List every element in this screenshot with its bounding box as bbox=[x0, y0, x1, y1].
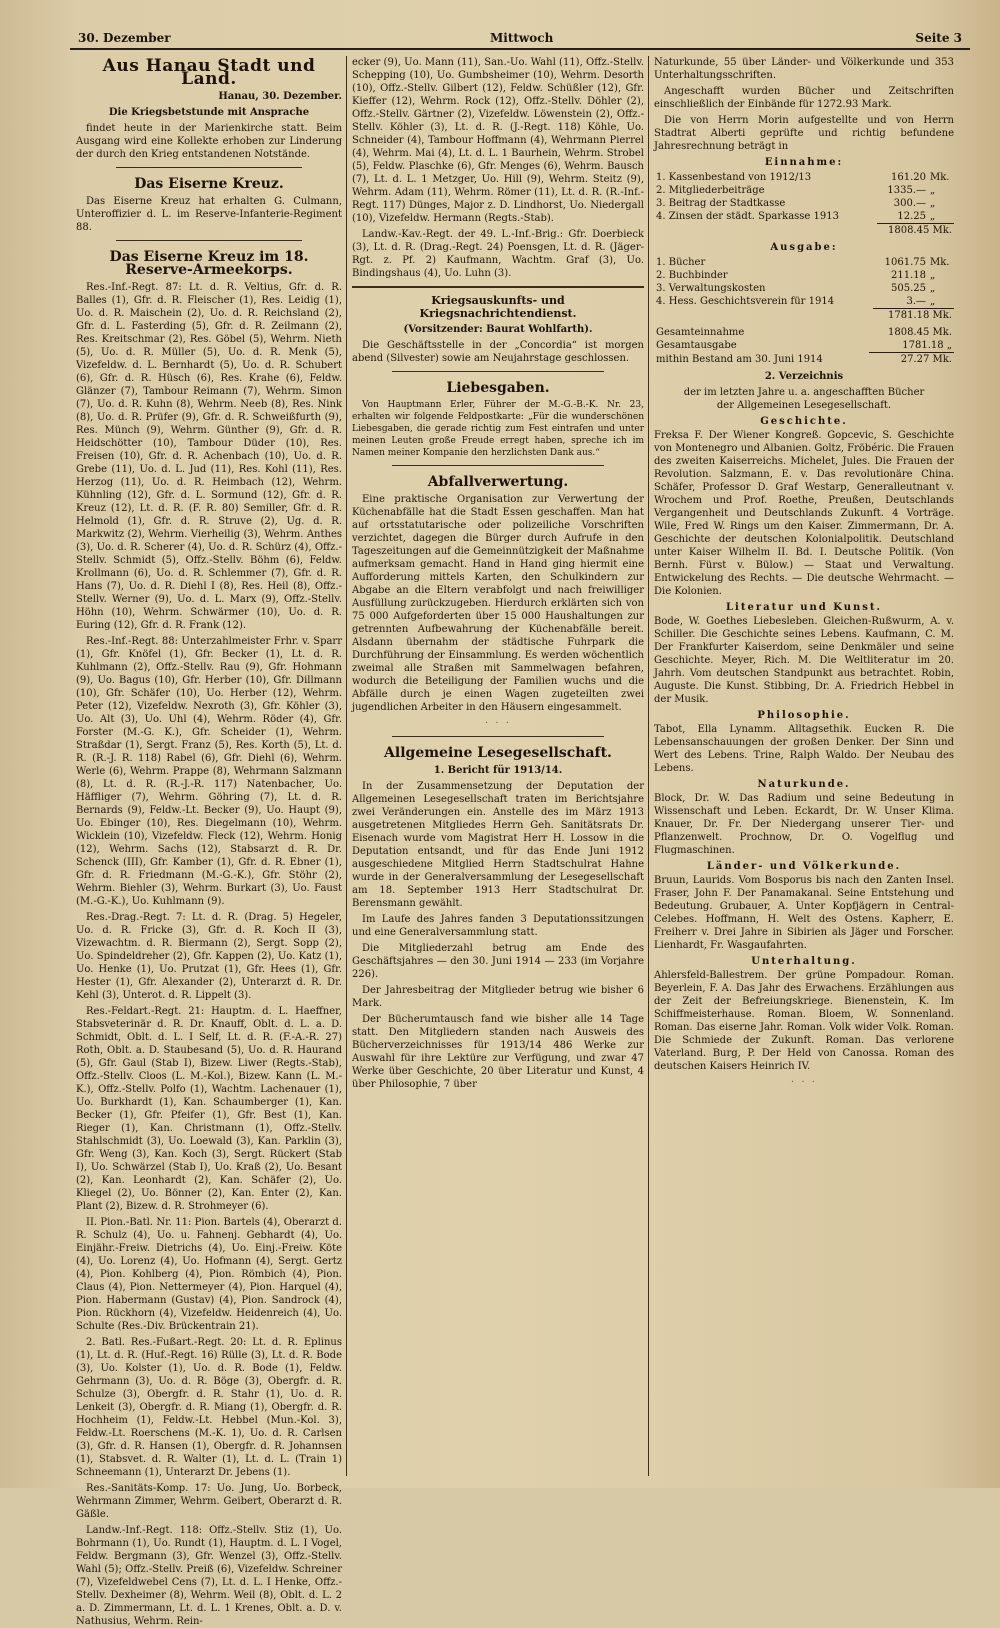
column-rule-1 bbox=[346, 56, 347, 1476]
header-page-number: Seite 3 bbox=[915, 31, 962, 45]
reservekorps-p2: Res.-Inf.-Regt. 88: Unterzahlmeister Frhr. v. Sparr (1), Gfr. Knöfel (1), Gfr. Becker (1), Lt. d. R. Kuhlmann (2), Offz.-Stellv. Rau (9), Gfr. Hohmann (9), Uo. Bagus (10), Gfr. Herber (10), Gfr. Dillmann (10), Gfr. Schäfer (10), Uo. Herber (12), Wehrm. Peter (12), Vizefeldw. Nexroth (3), Gfr. Köhler (3), Uo. Alt (3), Uo. Uhl (4), Wehrm. Röder (4), Gfr. Forster (M.-G. K.), Gfr. Scheider (1), Wehrm. Straßdar (1), Sergt. Franz (5), Res. Korth (5), Lt. d. R. (R.-J. R. 118) Rabel (6), Gfr. Diehl (6), Wehrm. Werle (6), Wehrm. Prappe (8), Wehrmann Salzmann (8), Lt. d. R. (R.-J.-R. 117) Natenbacher, Uo. Häffliger (7), Wehrm. Göhring (7), Lt. d. R. Bernards (9), Feldw.-Lt. Becker (9), Uo. Haupt (9), Uo. Ebinger (10), Res. Diegelmann (10), Wehrm. Wicklein (10), Vizefeldw. Fleck (12), Wehrm. Honig (12), Wehrm. Sachs (12), Stabsarzt d. R. Dr. Schenck (III), Gfr. Kamber (1), Gfr. d. R. Ebner (1), Gfr. d. R. Friedmann (M.-G.-K.), Gfr. Stöhr (2), Wehrm. Biehler (3), Wehrm. Burkart (3), Uo. Faust (M.-G.-K.), Uo. Kuhlmann (9). bbox=[76, 636, 342, 907]
row-unit: Mk. bbox=[930, 257, 950, 268]
row-label: 2. Mitgliederbeiträge bbox=[656, 185, 765, 196]
row-label: 1. Kassenbestand von 1912/13 bbox=[656, 172, 812, 183]
row-label: 3. Verwaltungskosten bbox=[656, 283, 766, 294]
lesegesellschaft-p1: In der Zusammensetzung der Deputation der Allgemeinen Lesegesellschaft traten im Berichtsjahre zwei Veränderungen ein. Anstelle des im März 1913 ausgetretenen Mitgliedes Herrn Geh. Sanitätsrats Dr. Eisenach wurde vom Magistrat Herr H. Lossow in die Deputation entsandt, und für das Ende Juni 1912 ausgeschiedene Mitglied Herrn Stadtschulrat Hahne wurde in der Generalversammlung der Lesegesellschaft am 18. September 1913 Herr Stadtschulrat Dr. Berensmann gewählt. bbox=[352, 781, 644, 909]
bilanz-table bbox=[654, 326, 954, 366]
lesegesellschaft-p7: Angeschafft wurden Bücher und Zeitschriften einschließlich der Einbände für 1272.93 Mark. bbox=[654, 86, 954, 110]
column-2 bbox=[352, 56, 644, 1476]
page-header bbox=[70, 30, 970, 50]
table-row bbox=[654, 171, 954, 184]
divider bbox=[116, 240, 302, 241]
row-unit: „ bbox=[930, 211, 936, 222]
laenderkunde-heading: Länder- und Völkerkunde. bbox=[706, 861, 902, 872]
abfall-heading: Abfallverwertung. bbox=[427, 474, 569, 490]
row-value: 12.25 bbox=[897, 211, 926, 222]
kriegsbetstunde-text: findet heute in der Marienkirche statt. Beim Ausgang wird eine Kollekte erhoben zur Linderung der durch den Krieg entstandenen Notstände. bbox=[76, 123, 342, 160]
reservekorps-p3: Res.-Drag.-Regt. 7: Lt. d. R. (Drag. 5) Hegeler, Uo. d. R. Fricke (3), Gfr. d. R. Koch II (3), Vizewachtm. d. R. Biermann (2), Sergt. Sopp (2), Uo. Spindeldreher (2), Gfr. Kappen (2), Uo. Katz (1), Uo. Henke (1), Uo. Prutzat (1), Gfr. Hees (1), Gfr. Hester (1), Gfr. Alexander (2), Unterarzt d. R. Dr. Kehl (3), Unterot. d. R. Lippelt (3). bbox=[76, 912, 342, 1001]
dateline: Hanau, 30. Dezember. bbox=[218, 91, 342, 102]
reservekorps-p5: II. Pion.-Batl. Nr. 11: Pion. Bartels (4), Oberarzt d. R. Schulz (4), Uo. u. Fahnenj. Gebhardt (4), Uo. Einjähr.-Freiw. Dietrichs (4), Uo. Einj.-Freiw. Köte (4), Uo. Lorenz (4), Uo. Hofmann (4), Sergt. Gertz (4), Pion. Kohlberg (4), Pion. Römbich (4), Pion. Claus (4), Pion. Nettermeyer (4), Pion. Harquel (4), Pion. Habermann (Gustav) (4), Pion. Sandrock (4), Pion. Rückhorn (4), Vizefeldw. Heidenreich (4), Uo. Schulte (Res.-Div. Brückentrain 21). bbox=[76, 1217, 342, 1332]
table-row bbox=[654, 326, 954, 339]
row-value: 505.25 bbox=[891, 283, 926, 294]
ausgabe-total: 1781.18 Mk. bbox=[873, 309, 954, 323]
header-weekday: Mittwoch bbox=[490, 31, 554, 45]
philosophie-list: Tabot, Ella Lynamm. Alltagsethik. Eucken R. Die Lebensanschauungen der großen Denker. Der Sinn und Wert des Lebens. Trine, Ralph Waldo. Der Neubau des Lebens. bbox=[654, 724, 954, 774]
row-label: Gesamteinnahme bbox=[656, 327, 745, 338]
table-row bbox=[654, 339, 954, 353]
kriegsauskunft-sub: (Vorsitzender: Baurat Wohlfarth). bbox=[403, 324, 593, 335]
row-label: 1. Bücher bbox=[656, 257, 706, 268]
table-row bbox=[654, 256, 954, 269]
unterhaltung-continued: · · · bbox=[791, 1077, 817, 1088]
row-label: 4. Zinsen der städt. Sparkasse 1913 bbox=[656, 211, 839, 223]
liebesgaben-text: Von Hauptmann Erler, Führer der M.-G.-B.-K. Nr. 23, erhalten wir folgende Feldpostkarte: „Für die wunderschönen Liebesgaben, die gerade richtig zum Fest eintrafen und unter meinen Leuten große Freude erregt haben, spreche ich im Namen meiner Kompanie den herzlichsten Dank aus.“ bbox=[352, 400, 644, 458]
divider bbox=[392, 371, 604, 372]
lesegesellschaft-p2: Im Laufe des Jahres fanden 3 Deputationssitzungen und eine Generalversammlung statt. bbox=[352, 914, 644, 938]
lesegesellschaft-p4: Der Jahresbeitrag der Mitglieder betrug wie bisher 6 Mark. bbox=[352, 985, 644, 1009]
header-date: 30. Dezember bbox=[78, 31, 171, 45]
table-row bbox=[654, 210, 954, 224]
lesegesellschaft-p5: Der Bücherumtausch fand wie bisher alle 14 Tage statt. Den Mitgliedern standen nach Ausweis des Bücherverzeichnisses für 1913/14 486 Werke zur Auswahl für ihre Lektüre zur Verfügung, und zwar 47 Werke über Geschichte, 20 über Literatur und Kunst, 4 über Philosophie, 7 über bbox=[352, 1014, 644, 1090]
row-label: 3. Beitrag der Stadtkasse bbox=[656, 198, 786, 209]
liebesgaben-heading: Liebesgaben. bbox=[446, 380, 550, 396]
row-value: 211.18 bbox=[891, 270, 926, 281]
naturkunde-heading: Naturkunde. bbox=[757, 779, 851, 790]
divider bbox=[352, 286, 644, 288]
abfall-p1: Eine praktische Organisation zur Verwertung der Küchenabfälle hat die Stadt Essen geschaffen. Man hat auf ortsstatutarische oder polizeiliche Vorschriften verzichtet, dagegen die Bürger durch Aufrufe in den Tageszeitungen auf die Gemeinnützigkeit der Maßnahme aufmerksam gemacht. Hand in Hand ging hiermit eine Aufforderung mittels Karten, den Schulkindern zur Abgabe an die Eltern verabfolgt und nach freiwilliger Ausfüllung zurückzugeben. Hierdurch erklärten sich von 75 000 Aufgeforderten über 15 000 Haushaltungen zur getrennten Aufbewahrung der Küchenabfälle bereit. Alsdann übernahm der städtische Fuhrpark die Durchführung der Einsammlung. Es werden wöchentlich zweimal alle Straßen mit Sammelwagen befahren, wodurch die Beteiligung der Familien wuchs und die Abfälle durch je einen Wagen zugeteilten zwei jugendlichen Arbeiter in den Häusern eingesammelt. bbox=[352, 494, 644, 713]
reservekorps-p7: Res.-Sanitäts-Komp. 17: Uo. Jung, Uo. Borbeck, Wehrmann Zimmer, Wehrm. Geibert, Oberarzt d. R. Gäßle. bbox=[76, 1483, 342, 1520]
lesegesellschaft-heading: Allgemeine Lesegesellschaft. bbox=[384, 745, 612, 761]
eisernes-kreuz-heading: Das Eiserne Kreuz. bbox=[134, 176, 284, 192]
divider bbox=[116, 167, 302, 168]
abfall-continued: · · · bbox=[485, 718, 511, 729]
reservekorps-p6: 2. Batl. Res.-Fußart.-Regt. 20: Lt. d. R. Eplinus (1), Lt. d. R. (Huf.-Regt. 16) Rülle (3), Lt. d. R. Bode (3), Uo. Kolster (1), Uo. d. R. Bode (1), Feldw. Gehrmann (3), Uo. d. R. Böge (3), Obergfr. d. R. Schulze (3), Obergfr. d. R. Stahr (1), Uo. d. R. Lenkeit (3), Obergfr. d. R. Miang (1), Obergfr. d. R. Hochheim (1), Feldw.-Lt. Hebbel (Mun.-Kol. 3), Feldw.-Lt. Roerschens (M.-K. 1), Uo. d. R. Carlsen (3), Gfr. d. R. Hansen (1), Obergfr. d. R. Johannsen (1), Stabsvet. d. R. Walter (1), Lt. d. L. (Train 1) Schneemann (1), Unterarzt Dr. Jebens (1). bbox=[76, 1337, 342, 1478]
verzeichnis-sub: der im letzten Jahre u. a. angeschafften Bücher der Allgemeinen Lesegesellschaft. bbox=[683, 387, 925, 411]
kriegsauskunft-heading: Kriegsauskunfts- und Kriegsnachrichtendienst. bbox=[419, 294, 577, 320]
literatur-list: Bode, W. Goethes Liebesleben. Gleichen-Rußwurm, A. v. Schiller. Die Geschichte seines Lebens. Kaufmann, C. M. Der Frankfurter Kaiserdom, seine Denkmäler und seine Geschichte. Meyer, Rich. M. Die Weltliteratur im 20. Jahrh. Vom deutschen Standpunkt aus betrachtet. Robin, Auguste. Die Kunst. Stibbing, Dr. A. Friedrich Hebbel in der Musik. bbox=[654, 616, 954, 705]
table-total-row bbox=[654, 224, 954, 238]
lesegesellschaft-p3: Die Mitgliederzahl betrug am Ende des Geschäftsjahres — den 30. Juni 1914 — 233 (im Vorjahre 226). bbox=[352, 943, 644, 980]
naturkunde-list: Block, Dr. W. Das Radium und seine Bedeutung in Wissenschaft und Leben. Eckardt, Dr. W. Unser Klima. Knauer, Dr. Fr. Der Niedergang unserer Tier- und Pflanzenwelt. Prochnow, Dr. O. Vogelflug und Flugmaschinen. bbox=[654, 793, 954, 856]
lesegesellschaft-p6: Naturkunde, 55 über Länder- und Völkerkunde und 353 Unterhaltungsschriften. bbox=[654, 57, 954, 81]
divider bbox=[392, 736, 604, 737]
row-unit: „ bbox=[930, 296, 936, 307]
philosophie-heading: Philosophie. bbox=[757, 710, 851, 721]
row-label: 2. Buchbinder bbox=[656, 270, 728, 281]
lesegesellschaft-sub: 1. Bericht für 1913/14. bbox=[433, 765, 563, 776]
section-title-hanau: Aus Hanau Stadt und Land. bbox=[102, 56, 316, 89]
literatur-heading: Literatur und Kunst. bbox=[726, 602, 882, 613]
reservekorps-p8: Landw.-Inf.-Regt. 118: Offz.-Stellv. Stiz (1), Uo. Bohrmann (1), Uo. Rundt (1), Hauptm. d. L. I Vogel, Feldw. Bergmann (3), Gfr. Wenzel (3), Offz.-Stellv. Wahl (5); Offz.-Stellv. Preiß (6), Vizefeldw. Schreiner (7), Vizefeldwebel Cens (7), Lt. d. L. I Henke, Offz.-Stellv. Dexheimer (8), Wehrm. Weil (8), Oblt. d. L. 2 a. D. Zimmermann, Lt. d. L. 1 Krenes, Oblt. a. D. v. Nathusius, Wehrm. Rein- bbox=[76, 1525, 342, 1627]
unterhaltung-heading: Unterhaltung. bbox=[751, 956, 857, 967]
column-3 bbox=[654, 56, 954, 1476]
einnahme-table bbox=[654, 171, 954, 237]
laenderkunde-list: Bruun, Laurids. Vom Bosporus bis nach den Zanten Insel. Fraser, John F. Der Panamakanal. Seine Entstehung und Bedeutung. Grubauer, A. Unter Kopfjägern in Central-Celebes. Hoffmann, H. Welt des Ostens. Kapherr, E. Freiherr v. Drei Jahre in Sibirien als Jäger und Forscher. Lienhardt, Fr. Wasgaufahrten. bbox=[654, 875, 954, 951]
row-value: 1808.45 Mk. bbox=[887, 327, 952, 338]
row-value: 1061.75 bbox=[884, 257, 926, 268]
ausgabe-table bbox=[654, 256, 954, 322]
geschichte-list: Freksa F. Der Wiener Kongreß. Gopcevic, S. Geschichte von Montenegro und Albanien. Goltz, Fröbéric. Die Frauen des zweiten Kaiserreichs. Michelet, Jules. Die Frauen der Revolution. Salzmann, E. v. Das revolutionäre China. Schäfer, Professor D. Graf Westarp, Generalleutnant v. Wrochem und Prof. Roethe, Preußen, Deutschlands Vergangenheit und Deutschlands Zukunft. 4 Vorträge. Wile, Fred W. Rings um den Kaiser. Zimmermann, Dr. A. Geschichte der deutschen Kolonialpolitik. Deutschland unter Kaiser Wilhelm II. Bd. I. Deutsche Politik. (Von Bernh. Fürst v. Bülow.) — Staat und Verwaltung. Entwickelung des Rechts. — Die deutsche Wehrmacht. — Die Kolonien. bbox=[654, 430, 954, 597]
row-value: 161.20 bbox=[891, 172, 926, 183]
row-unit: „ bbox=[930, 283, 936, 294]
column-rule-2 bbox=[648, 56, 649, 1476]
reservekorps-p4: Res.-Feldart.-Regt. 21: Hauptm. d. L. Haeffner, Stabsveterinär d. R. Dr. Knauff, Oblt. d. L. a. D. Schmidt, Oblt. d. L. I Self, Lt. d. R. (F.-A.-R. 27) Roth, Oblt. a. D. Staubesand (5), Uo. d. R. Haurand (5), Gfr. Gaul (Stab I), Bizew. Liwer (Regts.-Stab), Offz.-Stellv. Cloos (L. M.-Kol.), Bizew. Kann (L. M.-K.), Offz.-Stellv. Polfo (1), Wachtm. Lachenauer (1), Uo. Burkhardt (1), Kan. Schaumberger (1), Kan. Becker (1), Gfr. Pfeifer (1), Gfr. Best (1), Kan. Rieger (1), Kan. Christmann (1), Offz.-Stellv. Stahlschmidt (3), Uo. Loewald (3), Kan. Parklin (3), Gfr. Weng (3), Kan. Koch (3), Sergt. Rückert (Stab I), Uo. Schwärzel (Stab I), Uo. Kraß (2), Uo. Besant (2), Kan. Leonhardt (2), Kan. Schäfer (2), Uo. Kliegel (2), Uo. Bönner (2), Kan. Enter (2), Kan. Plant (2), Bizew. d. R. Strohmeyer (6). bbox=[76, 1006, 342, 1212]
ausgabe-heading: Ausgabe: bbox=[770, 242, 838, 253]
verzeichnis-heading: 2. Verzeichnis bbox=[764, 371, 844, 382]
row-unit: „ bbox=[930, 185, 936, 196]
row-value: 1781.18 „ bbox=[902, 340, 952, 351]
table-row bbox=[654, 184, 954, 197]
table-row bbox=[654, 269, 954, 282]
row-label: 4. Hess. Geschichtsverein für 1914 bbox=[656, 296, 835, 308]
table-total-row bbox=[654, 309, 954, 323]
row-value: 3.— bbox=[906, 296, 926, 307]
reservekorps-heading: Das Eiserne Kreuz im 18. Reserve-Armeekorps. bbox=[109, 249, 309, 278]
unterhaltung-list: Ahlersfeld-Ballestrem. Der grüne Pompadour. Roman. Beyerlein, F. A. Das Jahr des Erwachens. Erzählungen aus der Zeit der Befreiungskriege. Bienenstein, K. Im Schiffmeisterhause. Roman. Bloem, W. Sonnenland. Roman. Das eiserne Jahr. Roman. Volk wider Volk. Roman. Die Schmiede der Zukunft. Roman. Das verlorene Vaterland. Burg, P. Der Held von Canossa. Roman des deutschen Kaisers Heinrich IV. bbox=[654, 970, 954, 1072]
geschichte-heading: Geschichte. bbox=[760, 416, 848, 427]
column-1 bbox=[76, 56, 342, 1627]
row-unit: „ bbox=[930, 198, 936, 209]
row-value: 1335.— bbox=[887, 185, 926, 196]
row-unit: „ bbox=[930, 270, 936, 281]
einnahme-total: 1808.45 Mk. bbox=[877, 224, 954, 238]
reservekorps-continued: ecker (9), Uo. Mann (11), San.-Uo. Wahl (11), Offz.-Stellv. Schepping (10), Uo. Gumbsheimer (10), Wehrm. Desorth (10), Offz.-Stellv. Gilbert (12), Feldw. Schüßler (12), Gfr. Kieffer (12), Wehrm. Rock (12), Offz.-Stellv. Döhler (2), Offz.-Stellv. Gärtner (2), Vizefeldw. Löwenstein (2), Offz.-Stellv. Köhler (3), Lt. d. R. (J.-Regt. 118) Köhle, Uo. Schneider (4), Tambour Hoffmann (4), Wehrmann Pierrel (4), Wehrm. Mai (4), Lt. d. L. 1 Baurhein, Wehrm. Strobel (5), Feldw. Plaschke (6), Gfr. Menges (6), Wehrm. Bausch (7), Lt. d. L. 1 Metzger, Uo. Hill (9), Wehrm. Steitz (9), Wehrm. Adam (11), Wehrm. Römer (11), Lt. d. R. (R.-Inf.-Regt. 117) Dünges, Major z. D. Lindhorst, Uo. Niedergall (10), Vizefeldw. Hermann (Regts.-Stab). bbox=[352, 57, 644, 224]
row-unit: Mk. bbox=[930, 172, 950, 183]
divider bbox=[392, 465, 604, 466]
landwehr-kavallerie: Landw.-Kav.-Regt. der 49. L.-Inf.-Brig.: Gfr. Doerbieck (3), Lt. d. R. (Drag.-Regt. 24) Poensgen, Lt. d. R. (Jäger-Rgt. z. Pf. 2) Kaufmann, Wachtm. Graf (3), Uo. Bindingshaus (4), Uo. Luhn (3). bbox=[352, 229, 644, 279]
row-label: Gesamtausgabe bbox=[656, 340, 737, 352]
einnahme-heading: Einnahme: bbox=[764, 157, 844, 168]
row-value: 300.— bbox=[893, 198, 926, 209]
table-row bbox=[654, 295, 954, 309]
table-row bbox=[654, 282, 954, 295]
table-row bbox=[654, 197, 954, 210]
row-label: mithin Bestand am 30. Juni 1914 bbox=[656, 353, 823, 365]
row-value: 27.27 Mk. bbox=[869, 353, 954, 367]
table-row bbox=[654, 353, 954, 367]
kriegsauskunft-text: Die Geschäftsstelle in der „Concordia“ ist morgen abend (Silvester) sowie am Neujahrstage geschlossen. bbox=[352, 340, 644, 364]
eisernes-kreuz-text: Das Eiserne Kreuz hat erhalten G. Culmann, Unteroffizier d. L. im Reserve-Infanterie-Regiment 88. bbox=[76, 196, 342, 233]
kriegsbetstunde-heading: Die Kriegsbetstunde mit Ansprache bbox=[108, 107, 310, 118]
reservekorps-p1: Res.-Inf.-Regt. 87: Lt. d. R. Veltius, Gfr. d. R. Balles (1), Gfr. d. R. Fleischer (1), Res. Leidig (1), Uo. d. R. Maischein (2), Uo. d. R. Reichsland (2), Gfr. d. L. Fasterding (5), Gfr. d. R. Zeilmann (2), Res. Kreitschmar (2), Res. Göbel (5), Wehrm. Nieth (5), Uo. d. R. Müller (5), Uo. d. R. Menk (5), Vizefeldw. d. L. Bernhardt (5), Uo. d. R. Schubert (6), Gfr. d. R. Hüsch (6), Res. Krahe (6), Feldw. Glänzer (7), Tambour Reimann (7), Wehrm. Simon (7), Uo. d. R. Kuhn (8), Wehrm. Neeb (8), Res. Nink (8), Uo. d. R. Prüfer (9), Gfr. d. R. Schweißfurth (9), Res. Münch (9), Wehrm. Günther (9), Gfr. d. R. Heidschötter (10), Tambour Düder (10), Res. Freisen (10), Gfr. d. R. Achenbach (10), Uo. d. R. Grebe (11), Uo. d. L. Jud (11), Res. Kohl (11), Res. Herzog (11), Uo. d. R. Heimbach (12), Wehrm. Kühnling (12), Gfr. d. L. Sormund (12), Gfr. d. R. Kreuz (12), Lt. d. R. (F. R. 80) Semiller, Gfr. d. R. Helmold (1), Gfr. d. R. Struve (2), Ug. d. R. Markwitz (2), Wehrm. Vierheilig (3), Wehrm. Anthes (3), Uo. d. R. Scherer (4), Uo. d. R. Schürz (4), Offz.-Stellv. Schmidt (5), Offz.-Stellv. Böhm (6), Feldw. Krollmann (6), Uo. d. R. Schlemmer (7), Gfr. d. R. Hans (7), Uo. d. R. Diehl I (8), Res. Heil (8), Offz.-Stellv. Werner (9), Uo. d. L. Marx (9), Offz.-Stellv. Höhn (10), Wehrm. Schwärmer (10), Uo. d. R. Euring (12), Gfr. d. R. Frank (12). bbox=[76, 282, 342, 631]
lesegesellschaft-p8: Die von Herrn Morin aufgestellte und von Herrn Stadtrat Alberti geprüfte und richtig befundene Jahresrechnung beträgt in bbox=[654, 115, 954, 152]
